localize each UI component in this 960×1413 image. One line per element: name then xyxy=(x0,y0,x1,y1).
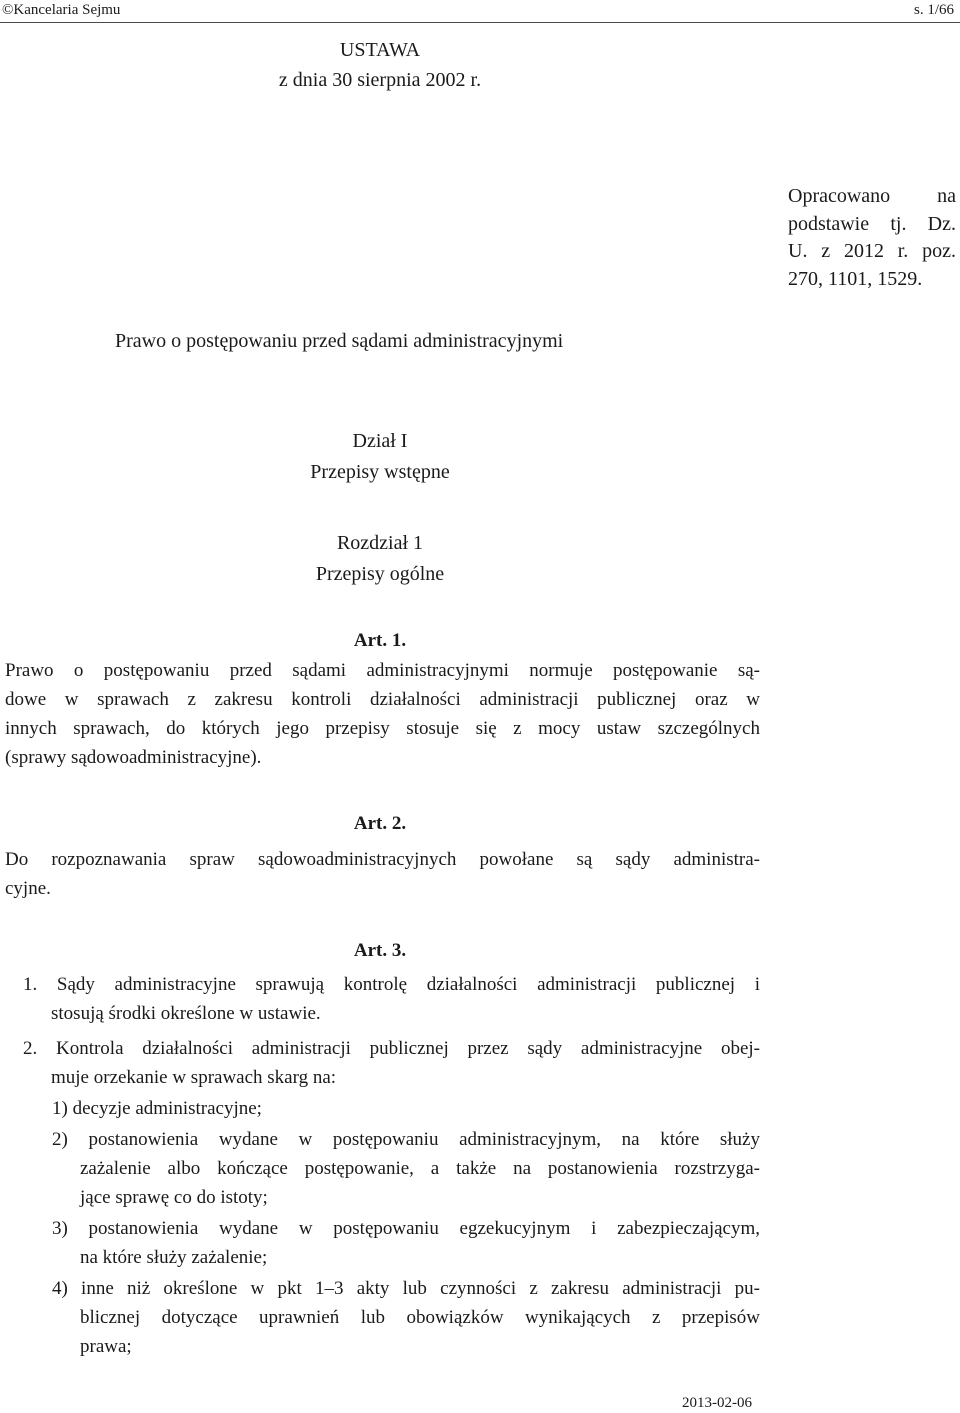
act-date: z dnia 30 sierpnia 2002 r. xyxy=(278,69,482,91)
text-line: jące sprawę co do istoty; xyxy=(80,1187,268,1208)
text-line: (sprawy sądowoadministracyjne). xyxy=(5,747,262,768)
document-date: 2013-02-06 xyxy=(682,1395,752,1411)
division-label: Dział I xyxy=(352,430,408,452)
division-heading xyxy=(0,426,760,488)
article-2-text xyxy=(5,845,760,903)
text-line: prawa; xyxy=(80,1336,132,1357)
text-line: blicznej dotyczące uprawnień lub obowiązków wynikających z przepisów xyxy=(80,1307,760,1328)
point-4 xyxy=(52,1274,760,1361)
page-number: s. 1/66 xyxy=(913,2,954,18)
article-1-text xyxy=(5,656,760,772)
text-line: 2. Kontrola działalności administracji publicznej przez sądy administracyjne obej- xyxy=(23,1038,760,1059)
header-divider xyxy=(0,22,960,23)
text-line: stosują środki określone w ustawie. xyxy=(51,1003,321,1024)
text-line: Prawo o postępowaniu przed sądami administracyjnymi normuje postępowanie są- xyxy=(5,660,760,681)
text-line: zażalenie albo kończące postępowanie, a także na postanowienia rozstrzyga- xyxy=(80,1158,760,1179)
text-line: 3) postanowienia wydane w postępowaniu egzekucyjnym i zabezpieczającym, xyxy=(52,1218,760,1239)
text-line: Do rozpoznawania spraw sądowoadministracyjnych powołane są sądy administra- xyxy=(5,849,760,870)
point-1 xyxy=(52,1094,760,1123)
text-line: dowe w sprawach z zakresu kontroli działalności administracji publicznej oraz w xyxy=(5,689,760,710)
article-1-heading: Art. 1. xyxy=(353,630,407,651)
text-line: 2) postanowienia wydane w postępowaniu administracyjnym, na które służy xyxy=(52,1129,760,1150)
source-note-line: Opracowano na xyxy=(788,185,956,207)
text-line: na które służy zażalenie; xyxy=(80,1247,268,1268)
act-title-block xyxy=(250,35,510,95)
article-2-heading: Art. 2. xyxy=(353,813,407,834)
chapter-heading xyxy=(0,528,760,590)
source-note-line: 270, 1101, 1529. xyxy=(788,267,923,290)
article-3-heading: Art. 3. xyxy=(353,940,407,961)
copyright-label: ©Kancelaria Sejmu xyxy=(2,2,121,18)
source-note xyxy=(788,183,956,293)
text-line: 1) decyzje administracyjne; xyxy=(52,1098,262,1119)
point-3 xyxy=(52,1214,760,1272)
source-note-line: U. z 2012 r. poz. xyxy=(788,240,956,262)
text-line: cyjne. xyxy=(5,878,51,899)
source-note-line: podstawie tj. Dz. xyxy=(788,212,956,235)
text-line: 1. Sądy administracyjne sprawują kontrolę działalności administracji publicznej i xyxy=(23,974,760,995)
article-3-section-2 xyxy=(23,1034,760,1092)
text-line: innych sprawach, do których jego przepisy stosuje się z mocy ustaw szczególnych xyxy=(5,718,760,739)
chapter-label: Rozdział 1 xyxy=(336,532,424,554)
point-2 xyxy=(52,1125,760,1212)
division-title: Przepisy wstępne xyxy=(310,461,450,483)
chapter-title: Przepisy ogólne xyxy=(315,563,445,585)
article-3-section-1 xyxy=(23,970,760,1028)
text-line: 4) inne niż określone w pkt 1–3 akty lub czynności z zakresu administracji pu- xyxy=(52,1278,760,1299)
text-line: muje orzekanie w sprawach skarg na: xyxy=(51,1067,337,1088)
act-type: USTAWA xyxy=(339,39,421,61)
act-name: Prawo o postępowaniu przed sądami administracyjnymi xyxy=(115,330,564,352)
